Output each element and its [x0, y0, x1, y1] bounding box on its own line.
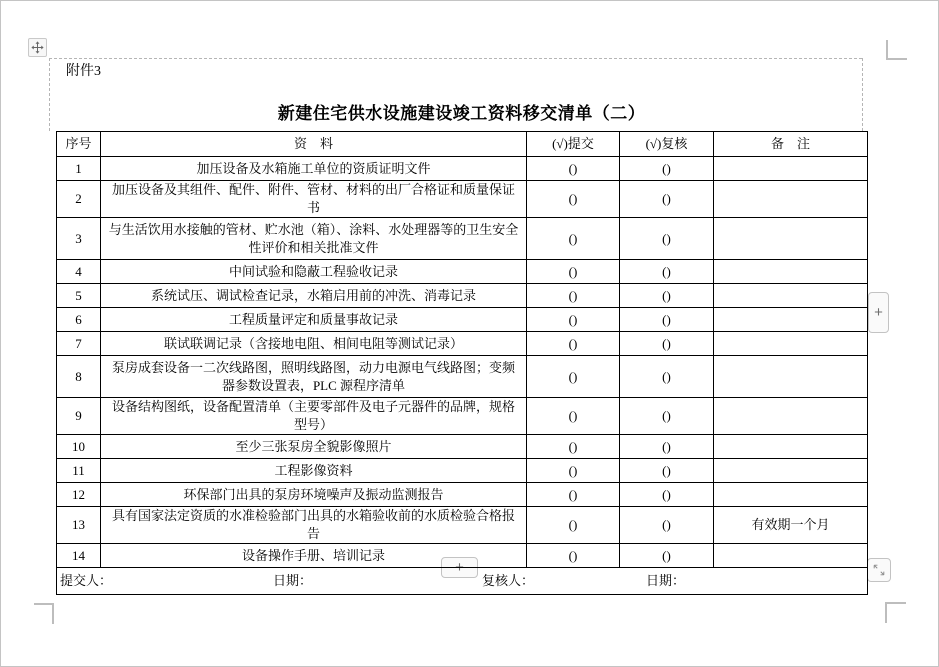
- cell-review[interactable]: (): [620, 435, 714, 459]
- header-submit: (√)提交: [527, 132, 620, 157]
- text-boundary-top: [49, 58, 862, 59]
- cell-submit[interactable]: (): [527, 181, 620, 218]
- document-title: 新建住宅供水设施建设竣工资料移交清单（二）: [277, 104, 646, 123]
- cell-review[interactable]: (): [620, 356, 714, 398]
- table-row: [57, 308, 868, 332]
- cell-no[interactable]: 14: [57, 544, 101, 568]
- table-row: [57, 435, 868, 459]
- cell-review[interactable]: (): [620, 483, 714, 507]
- cell-remark[interactable]: [714, 284, 868, 308]
- cell-submit[interactable]: (): [527, 398, 620, 435]
- cell-review[interactable]: (): [620, 544, 714, 568]
- cell-submit[interactable]: (): [527, 308, 620, 332]
- cell-remark[interactable]: [714, 398, 868, 435]
- cell-material[interactable]: 中间试验和隐蔽工程验收记录: [101, 260, 527, 284]
- cell-review[interactable]: (): [620, 398, 714, 435]
- cell-submit[interactable]: (): [527, 157, 620, 181]
- materials-table: [56, 131, 868, 595]
- cell-submit[interactable]: (): [527, 459, 620, 483]
- move-arrows-icon: [31, 41, 44, 54]
- cell-no[interactable]: 10: [57, 435, 101, 459]
- cell-material[interactable]: 加压设备及水箱施工单位的资质证明文件: [101, 157, 527, 181]
- cell-review[interactable]: (): [620, 260, 714, 284]
- cell-submit[interactable]: (): [527, 284, 620, 308]
- cell-no[interactable]: 12: [57, 483, 101, 507]
- header-review: (√)复核: [620, 132, 714, 157]
- table-row: [57, 483, 868, 507]
- cell-review[interactable]: (): [620, 459, 714, 483]
- reviewer-label: 复核人：: [482, 573, 535, 588]
- cell-remark[interactable]: [714, 544, 868, 568]
- cell-review[interactable]: (): [620, 284, 714, 308]
- cell-no[interactable]: 9: [57, 398, 101, 435]
- cell-material[interactable]: 泵房成套设备一二次线路图，照明线路图，动力电源电气线路图；变频器参数设置表，PLC 源程序清单: [101, 356, 527, 398]
- cell-no[interactable]: 7: [57, 332, 101, 356]
- footer-cell[interactable]: [57, 568, 868, 595]
- submit-date-label: 日期：: [273, 573, 313, 588]
- cell-remark[interactable]: [714, 483, 868, 507]
- cell-no[interactable]: 6: [57, 308, 101, 332]
- table-header-row: [57, 132, 868, 157]
- resize-arrows-icon: [872, 563, 886, 577]
- cell-no[interactable]: 4: [57, 260, 101, 284]
- cell-remark[interactable]: [714, 157, 868, 181]
- table-footer-row: [57, 568, 868, 595]
- table-row: [57, 157, 868, 181]
- review-date-label: 日期：: [646, 573, 686, 588]
- cell-remark[interactable]: [714, 181, 868, 218]
- header-no: 序号: [57, 132, 101, 157]
- table-row: [57, 332, 868, 356]
- table-row: [57, 459, 868, 483]
- materials-table-body: [57, 157, 868, 568]
- cell-material[interactable]: 加压设备及其组件、配件、附件、管材、材料的出厂合格证和质量保证书: [101, 181, 527, 218]
- table-row: [57, 181, 868, 218]
- cell-remark[interactable]: [714, 260, 868, 284]
- cell-material[interactable]: 具有国家法定资质的水准检验部门出具的水箱验收前的水质检验合格报告: [101, 507, 527, 544]
- cell-submit[interactable]: (): [527, 218, 620, 260]
- table-row: [57, 398, 868, 435]
- cell-material[interactable]: 设备结构图纸，设备配置清单（主要零部件及电子元器件的品牌，规格型号）: [101, 398, 527, 435]
- cell-material[interactable]: 联试联调记录（含接地电阻、相间电阻等测试记录）: [101, 332, 527, 356]
- cell-material[interactable]: 环保部门出具的泵房环境噪声及振动监测报告: [101, 483, 527, 507]
- cell-review[interactable]: (): [620, 218, 714, 260]
- cell-remark[interactable]: 有效期一个月: [714, 507, 868, 544]
- cell-no[interactable]: 5: [57, 284, 101, 308]
- cell-material[interactable]: 与生活饮用水接触的管材、贮水池（箱）、涂料、水处理器等的卫生安全性评价和相关批准文件: [101, 218, 527, 260]
- table-row: [57, 544, 868, 568]
- cell-no[interactable]: 3: [57, 218, 101, 260]
- cell-no[interactable]: 8: [57, 356, 101, 398]
- text-boundary-left: [49, 58, 50, 131]
- cell-review[interactable]: (): [620, 308, 714, 332]
- cell-remark[interactable]: [714, 435, 868, 459]
- cell-no[interactable]: 13: [57, 507, 101, 544]
- table-row: [57, 284, 868, 308]
- table-row: [57, 356, 868, 398]
- cell-submit[interactable]: (): [527, 260, 620, 284]
- cell-material[interactable]: 系统试压、调试检查记录，水箱启用前的冲洗、消毒记录: [101, 284, 527, 308]
- cell-remark[interactable]: [714, 218, 868, 260]
- cell-remark[interactable]: [714, 356, 868, 398]
- header-material: 资 料: [101, 132, 527, 157]
- header-remark: 备 注: [714, 132, 868, 157]
- cell-no[interactable]: 1: [57, 157, 101, 181]
- table-row: [57, 218, 868, 260]
- cell-material[interactable]: 工程影像资料: [101, 459, 527, 483]
- cell-submit[interactable]: (): [527, 507, 620, 544]
- table-row: [57, 260, 868, 284]
- cell-no[interactable]: 11: [57, 459, 101, 483]
- cell-submit[interactable]: (): [527, 483, 620, 507]
- cell-review[interactable]: (): [620, 507, 714, 544]
- cell-remark[interactable]: [714, 332, 868, 356]
- cell-review[interactable]: (): [620, 157, 714, 181]
- cell-submit[interactable]: (): [527, 356, 620, 398]
- submitter-label: 提交人：: [60, 573, 113, 588]
- cell-material[interactable]: 工程质量评定和质量事故记录: [101, 308, 527, 332]
- cell-no[interactable]: 2: [57, 181, 101, 218]
- cell-material[interactable]: 至少三张泵房全貌影像照片: [101, 435, 527, 459]
- cell-review[interactable]: (): [620, 332, 714, 356]
- cell-remark[interactable]: [714, 308, 868, 332]
- cell-submit[interactable]: (): [527, 332, 620, 356]
- table-move-handle[interactable]: [28, 38, 47, 57]
- table-row: [57, 507, 868, 544]
- cell-remark[interactable]: [714, 459, 868, 483]
- cell-submit[interactable]: (): [527, 544, 620, 568]
- cell-review[interactable]: (): [620, 181, 714, 218]
- add-column-button[interactable]: +: [868, 292, 889, 333]
- cell-material[interactable]: 设备操作手册、培训记录: [101, 544, 527, 568]
- table-resize-handle[interactable]: [867, 558, 891, 582]
- add-row-button[interactable]: +: [441, 557, 478, 578]
- attachment-label: 附件3: [66, 64, 101, 79]
- cell-submit[interactable]: (): [527, 435, 620, 459]
